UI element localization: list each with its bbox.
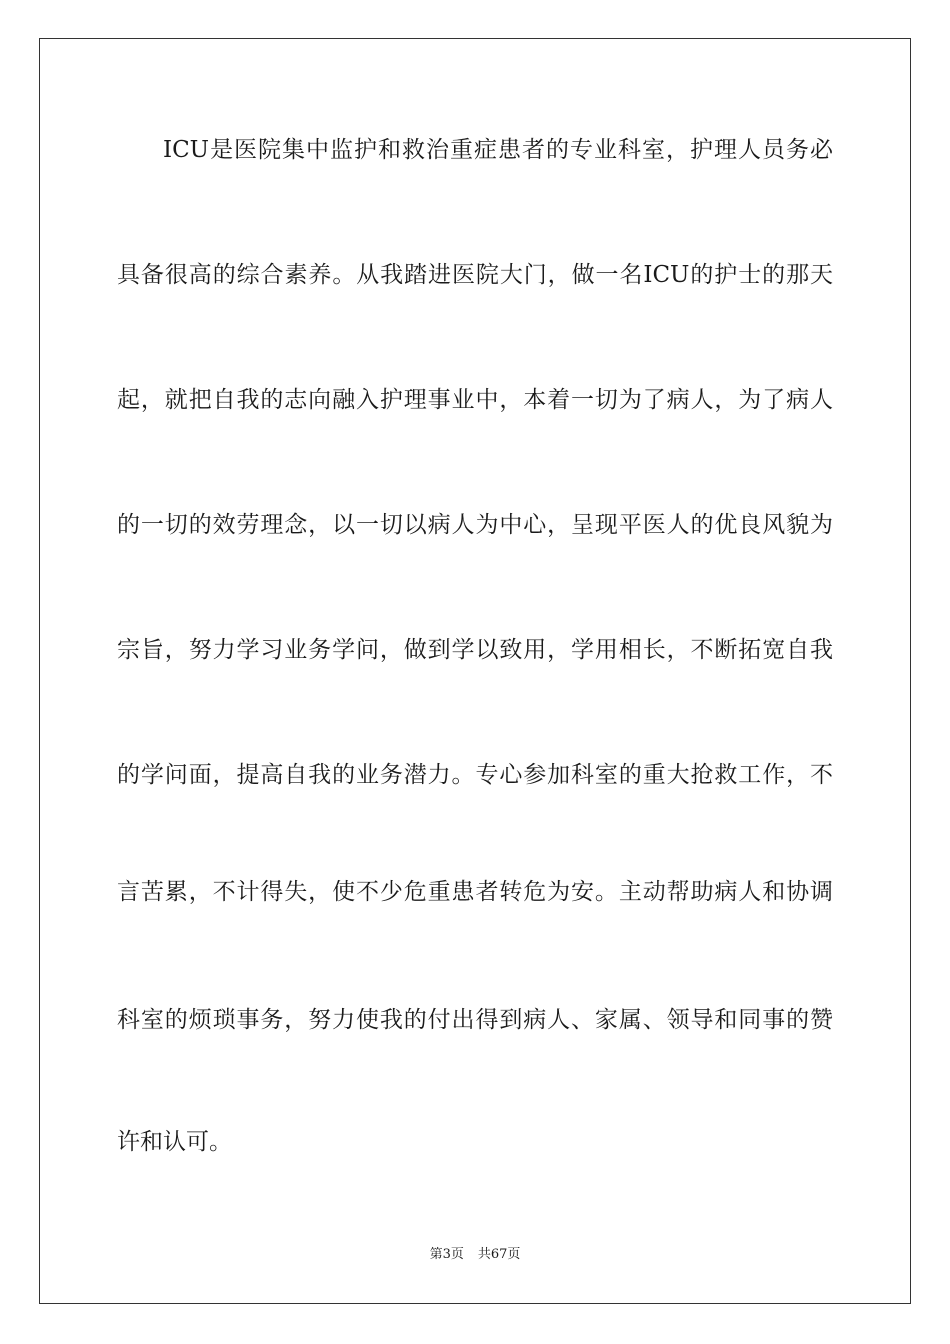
- paragraph-line-1: ICU是医院集中监护和救治重症患者的专业科室，护理人员务必: [163, 137, 833, 163]
- paragraph-line-4: 的一切的效劳理念，以一切以病人为中心，呈现平医人的优良风貌为: [117, 512, 833, 538]
- paragraph-line-3: 起，就把自我的志向融入护理事业中，本着一切为了病人，为了病人: [117, 387, 833, 413]
- paragraph-line-6: 的学问面，提高自我的业务潜力。专心参加科室的重大抢救工作，不: [117, 762, 833, 788]
- paragraph-line-8: 科室的烦琐事务，努力使我的付出得到病人、家属、领导和同事的赞: [117, 1007, 833, 1033]
- paragraph-line-9: 许和认可。: [117, 1129, 232, 1155]
- page-footer: [0, 1246, 950, 1264]
- page-number: 第3页: [429, 1247, 464, 1262]
- paragraph-line-2: 具备很高的综合素养。从我踏进医院大门，做一名ICU的护士的那天: [117, 262, 833, 288]
- total-pages: 共67页: [477, 1247, 521, 1262]
- page-border: [39, 38, 911, 1304]
- paragraph-line-5: 宗旨，努力学习业务学问，做到学以致用，学用相长，不断拓宽自我: [117, 637, 833, 663]
- paragraph-line-7: 言苦累，不计得失，使不少危重患者转危为安。主动帮助病人和协调: [117, 879, 833, 905]
